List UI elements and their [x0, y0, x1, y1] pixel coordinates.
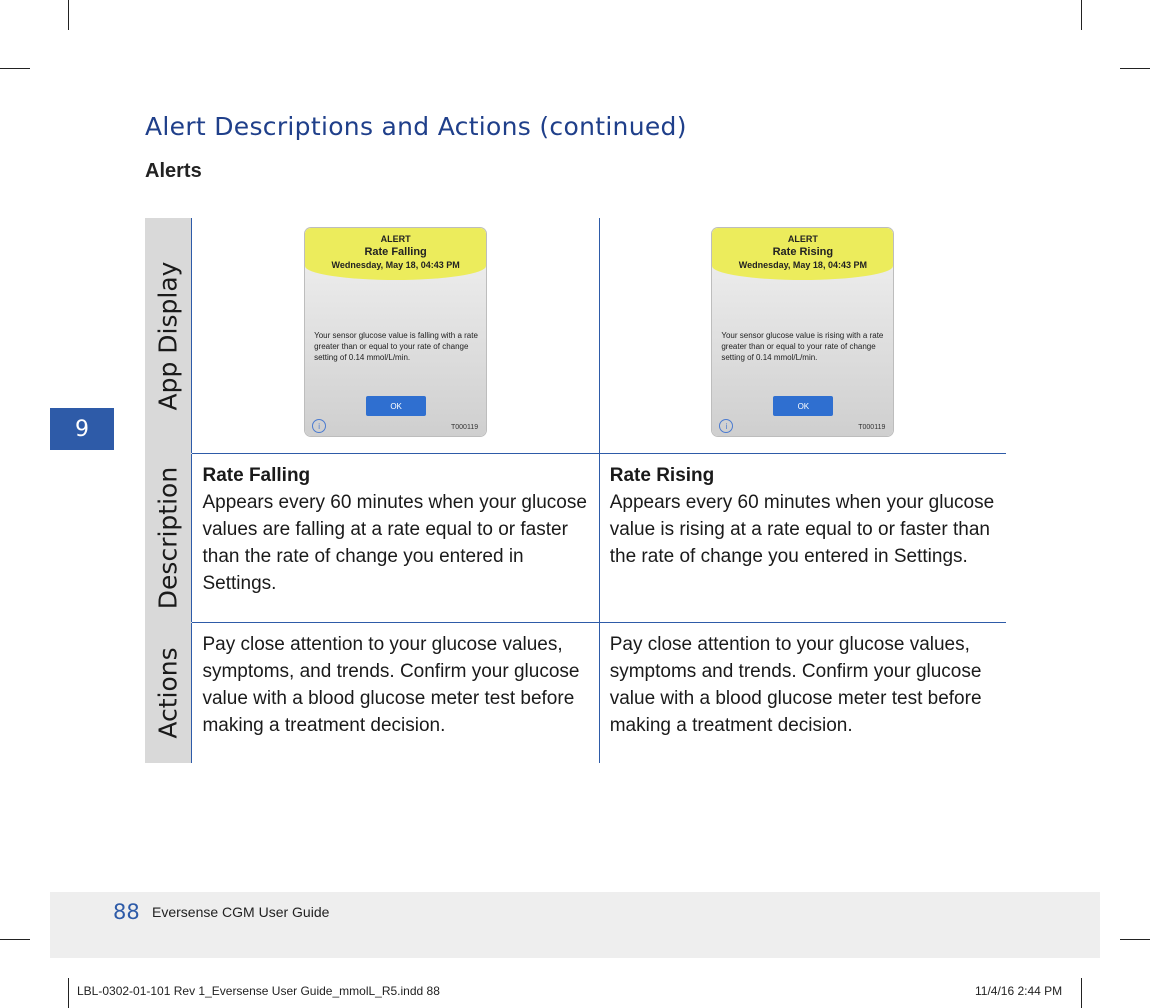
ok-button[interactable]: OK: [366, 396, 426, 416]
table-row-app-display: [145, 218, 1006, 454]
crop-mark: [0, 68, 30, 69]
alert-banner: [305, 228, 486, 280]
print-slug-file: LBL-0302-01-101 Rev 1_Eversense User Guide_mmolL_R5.indd 88: [77, 984, 440, 998]
crop-mark: [1081, 0, 1082, 30]
cell-actions-rising: [599, 623, 1006, 764]
crop-mark: [1120, 939, 1150, 940]
crop-mark: [1120, 68, 1150, 69]
screen-code: T000119: [450, 424, 479, 431]
description-text: Appears every 60 minutes when your glucose values are falling at a rate equal to or faster than the rate of change you entered in Settings.: [202, 492, 587, 594]
table-row-actions: [145, 623, 1006, 764]
info-icon[interactable]: i: [719, 419, 733, 433]
screen-code: T000119: [858, 424, 886, 431]
crop-mark: [68, 978, 69, 1008]
crop-mark: [0, 939, 30, 940]
chapter-tab: 9: [50, 408, 114, 450]
row-header-app-display: [145, 218, 192, 454]
app-screenshot-rate-falling: [305, 228, 486, 436]
alert-date: Wednesday, May 18, 04:43 PM: [331, 260, 460, 270]
table-row-description: [145, 454, 1006, 623]
alert-banner: [712, 228, 893, 280]
cell-description-falling: [192, 454, 599, 623]
cell-app-display-rising: [599, 218, 1006, 454]
row-header-description: [145, 454, 192, 623]
description-title: Rate Falling: [202, 465, 311, 486]
ok-button[interactable]: OK: [773, 396, 833, 416]
row-header-label: App Display: [153, 261, 183, 410]
print-slug-date: 11/4/16 2:44 PM: [975, 984, 1063, 998]
alert-name: Rate Falling: [364, 246, 427, 258]
row-header-actions: [145, 623, 192, 764]
crop-mark: [68, 0, 69, 30]
alert-date: Wednesday, May 18, 04:43 PM: [738, 260, 867, 270]
description-text: Appears every 60 minutes when your glucose value is rising at a rate equal to or faster than the rate of change you entered in Settings.: [609, 492, 995, 567]
page-number: 88: [113, 900, 140, 924]
row-header-label: Actions: [153, 647, 183, 739]
info-icon[interactable]: i: [312, 419, 326, 433]
crop-mark: [1081, 978, 1082, 1008]
actions-text: Pay close attention to your glucose values, symptoms, and trends. Confirm your glucose value with a blood glucose meter test before making a treatment decision.: [202, 634, 580, 736]
alert-message: Your sensor glucose value is rising with a rate greater than or equal to your rate of change setting of 0.14 mmol/L/min.: [721, 331, 884, 362]
description-title: Rate Rising: [609, 465, 715, 486]
alerts-table: [145, 218, 1006, 763]
alert-message: Your sensor glucose value is falling with a rate greater than or equal to your rate of change setting of 0.14 mmol/L/min.: [314, 331, 478, 362]
cell-app-display-falling: [192, 218, 599, 454]
cell-actions-falling: [192, 623, 599, 764]
app-screenshot-rate-rising: [712, 228, 893, 436]
page-title: [145, 112, 687, 141]
alert-name: Rate Rising: [772, 246, 834, 258]
cell-description-rising: [599, 454, 1006, 623]
alert-word: ALERT: [787, 234, 818, 244]
row-header-label: Description: [153, 466, 183, 610]
page-title-main: Alert Descriptions and Actions: [145, 112, 532, 141]
footer-band: [50, 892, 1100, 958]
guide-name: Eversense CGM User Guide: [152, 904, 330, 920]
section-subtitle: Alerts: [145, 160, 202, 182]
alert-word: ALERT: [380, 234, 411, 244]
page-title-suffix: (continued): [539, 112, 687, 141]
actions-text: Pay close attention to your glucose values, symptoms and trends. Confirm your glucose value with a blood glucose meter test before making a treatment decision.: [609, 634, 982, 736]
